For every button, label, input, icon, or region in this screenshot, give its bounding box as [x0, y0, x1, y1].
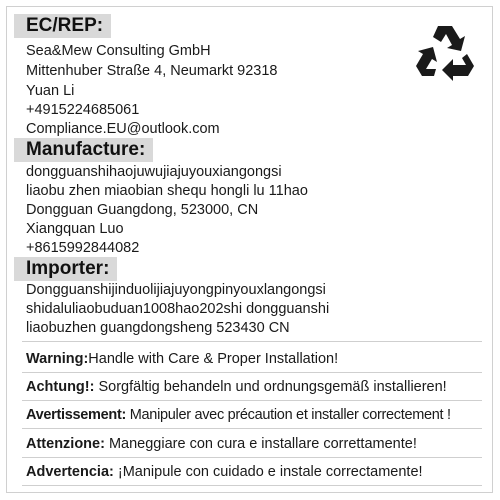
divider	[22, 428, 482, 429]
ec-rep-email: Compliance.EU@outlook.com	[26, 121, 220, 137]
warning-fr	[26, 406, 451, 424]
divider	[22, 341, 482, 342]
manufacturer-city: Dongguan Guangdong, 523000, CN	[26, 202, 259, 218]
warning-en-label: Warning:	[26, 351, 89, 367]
manufacturer-street: liaobu zhen miaobian shequ hongli lu 11hao	[26, 183, 308, 199]
warning-de-text: Sorgfältig behandeln und ordnungsgemäß installieren!	[94, 379, 447, 395]
manufacturer-contact-name: Xiangquan Luo	[26, 221, 124, 237]
warning-it-text: Maneggiare con cura e installare correttamente!	[104, 436, 417, 452]
importer-company: Dongguanshijinduolijiajuyongpinyouxlangongsi	[26, 282, 326, 298]
ec-rep-phone: +4915224685061	[26, 102, 140, 118]
ec-rep-company: Sea&Mew Consulting GmbH	[26, 43, 211, 59]
warning-it	[26, 435, 417, 453]
divider	[22, 372, 482, 373]
warning-fr-text: Manipuler avec précaution et installer correctement !	[126, 407, 451, 423]
divider	[22, 457, 482, 458]
warning-en	[26, 350, 338, 368]
warning-es-text: ¡Manipule con cuidado e instale correctamente!	[113, 464, 423, 480]
manufacturer-company: dongguanshihaojuwujiajuyouxiangongsi	[26, 164, 282, 180]
ec-rep-address: Mittenhuber Straße 4, Neumarkt 92318	[26, 63, 278, 79]
importer-heading: Importer:	[14, 257, 117, 281]
manufacturer-phone: +8615992844082	[26, 240, 140, 256]
warning-it-label: Attenzione:	[26, 436, 105, 452]
manufacturer-heading: Manufacture:	[14, 138, 153, 162]
ec-rep-contact-name: Yuan Li	[26, 83, 75, 99]
warning-es	[26, 463, 423, 481]
warning-de	[26, 378, 447, 396]
recycle-icon	[414, 22, 478, 82]
divider	[22, 485, 482, 486]
ec-rep-heading: EC/REP:	[14, 14, 111, 38]
importer-city: liaobuzhen guangdongsheng 523430 CN	[26, 320, 290, 336]
warning-fr-label: Avertissement:	[26, 407, 127, 423]
warning-es-label: Advertencia:	[26, 464, 114, 480]
importer-street: shidaluliaobuduan1008hao202shi dongguanshi	[26, 301, 330, 317]
warning-en-text: Handle with Care & Proper Installation!	[88, 351, 339, 367]
warning-de-label: Achtung!:	[26, 379, 95, 395]
divider	[22, 400, 482, 401]
